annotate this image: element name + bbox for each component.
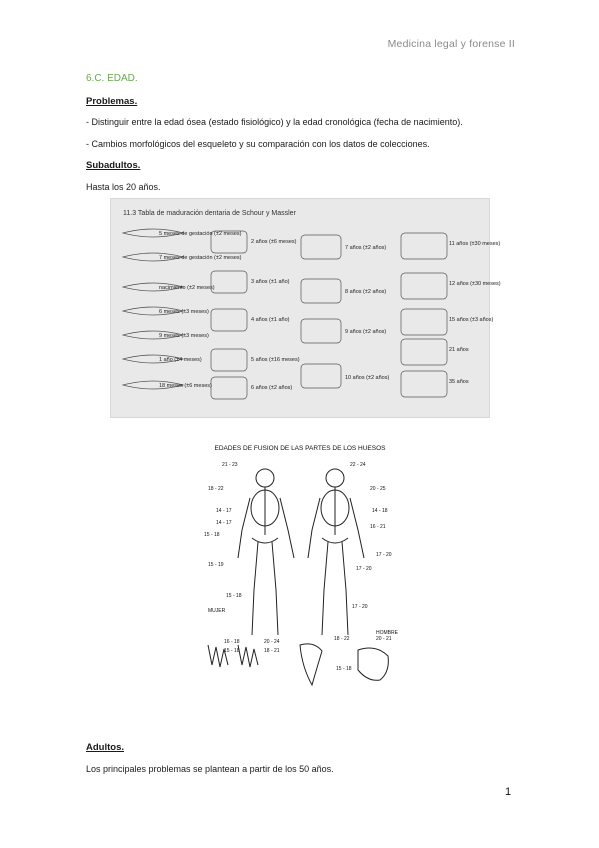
problemas-heading: Problemas. [86,96,138,107]
tooth-label-c4-4: 35 años [449,379,469,385]
left-range-1: 18 - 22 [208,486,224,492]
tooth-label-c1-2: nacimiento (±2 meses) [159,285,215,291]
adultos-text: Los principales problemas se plantean a partir de los 50 años. [86,764,334,774]
tooth-label-c1-0: 5 meses de gestación (±2 meses) [159,231,242,237]
tooth-label-c2-1: 3 años (±1 año) [251,279,290,285]
bottom-label-6: 20 - 21 [376,636,392,642]
tooth-label-c1-5: 1 año (±4 meses) [159,357,202,363]
tooth-label-c3-1: 8 años (±2 años) [345,289,387,295]
subadultos-heading: Subadultos. [86,160,141,171]
tooth-label-c2-0: 2 años (±6 meses) [251,239,297,245]
right-range-1: 20 - 25 [370,486,386,492]
subadultos-text: Hasta los 20 años. [86,182,161,192]
bottom-label-1: 15 - 18 [224,648,240,654]
running-header: Medicina legal y forense II [387,38,515,50]
tooth-label-c4-3: 21 años [449,347,469,353]
tooth-label-c4-0: 11 años (±30 meses) [449,241,501,247]
bottom-label-3: 18 - 21 [264,648,280,654]
problemas-item-1: - Distinguir entre la edad ósea (estado fisiológico) y la edad cronológica (fecha de nacimiento). [86,117,463,127]
bottom-label-4: 18 - 22 [334,636,350,642]
tooth-label-c4-1: 12 años (±30 meses) [449,281,501,287]
left-range-3: 14 - 17 [216,520,232,526]
left-range-5: 15 - 19 [208,562,224,568]
tooth-label-c2-2: 4 años (±1 año) [251,317,290,323]
left-range-6: 15 - 18 [226,593,242,599]
tooth-label-c1-3: 6 meses (±3 meses) [159,309,209,315]
skeleton-figure-title: EDADES DE FUSION DE LAS PARTES DE LOS HUESOS [214,445,386,452]
right-range-6: 17 - 20 [352,604,368,610]
tooth-label-c4-2: 15 años (±3 años) [449,317,494,323]
right-range-4: 17 - 20 [376,552,392,558]
bottom-label-5: 15 - 18 [336,666,352,672]
skeleton-graphic [200,440,400,695]
tooth-label-c1-6: 18 meses (±6 meses) [159,383,212,389]
right-range-3: 16 - 21 [370,524,386,530]
right-range-5: 17 - 20 [356,566,372,572]
right-range-2: 14 - 18 [372,508,388,514]
dental-maturation-figure [110,198,501,418]
label-hombre: HOMBRE [376,630,398,636]
tooth-label-c3-2: 9 años (±2 años) [345,329,387,335]
bottom-label-2: 20 - 24 [264,639,280,645]
left-range-2: 14 - 17 [216,508,232,514]
dental-chart-graphic [111,199,501,417]
page-number: 1 [505,786,512,798]
section-heading: 6.C. EDAD. [86,73,138,84]
tooth-label-c1-4: 9 meses (±3 meses) [159,333,209,339]
problemas-item-2: - Cambios morfológicos del esqueleto y su comparación con los datos de colecciones. [86,139,430,149]
tooth-label-c3-3: 10 años (±2 años) [345,375,390,381]
tooth-label-c2-4: 6 años (±2 años) [251,385,293,391]
bottom-label-0: 16 - 18 [224,639,240,645]
tooth-label-c2-3: 5 años (±16 meses) [251,357,300,363]
dental-figure-title: 11.3 Tabla de maduración dentaria de Schour y Massler [123,210,296,217]
adultos-heading: Adultos. [86,742,124,753]
left-range-0: 21 - 23 [222,462,238,468]
bone-fusion-figure [200,440,400,695]
right-range-0: 22 - 24 [350,462,366,468]
tooth-label-c3-0: 7 años (±2 años) [345,245,387,251]
left-range-4: 15 - 18 [204,532,220,538]
tooth-label-c1-1: 7 meses de gestación (±2 meses) [159,255,242,261]
label-mujer: MUJER [208,608,226,614]
